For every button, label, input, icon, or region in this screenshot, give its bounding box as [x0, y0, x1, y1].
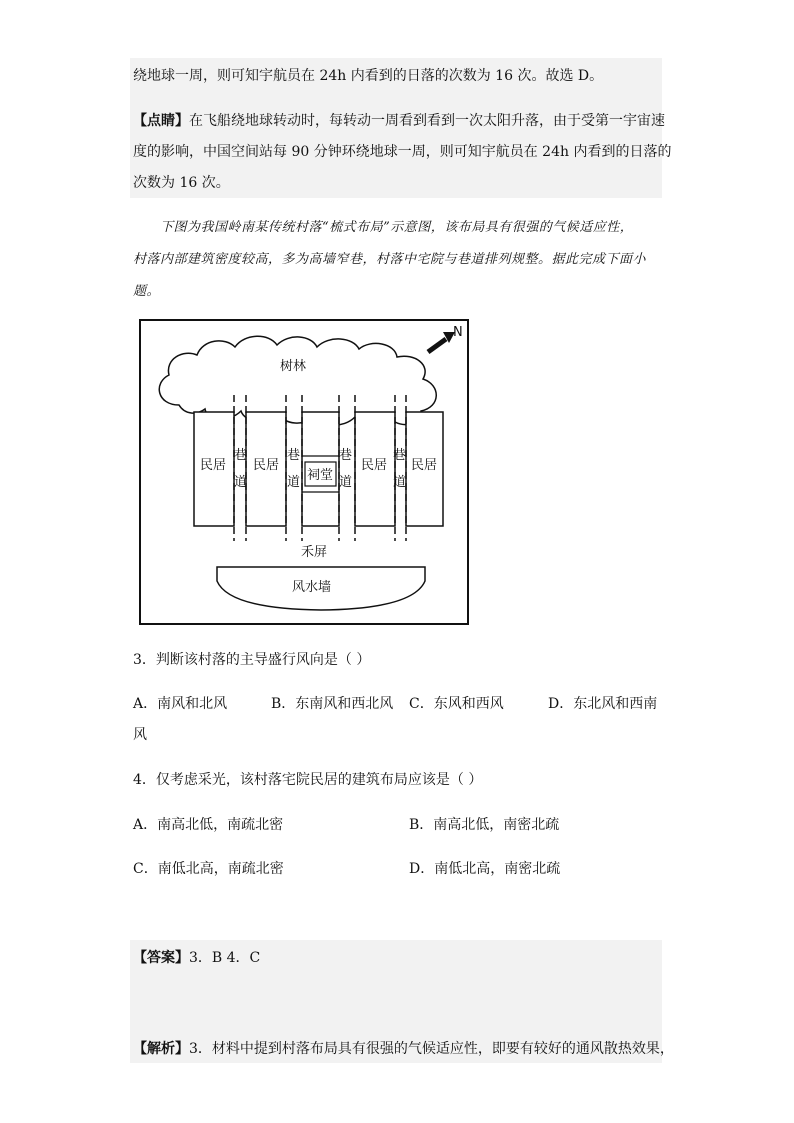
fengshui-wall-label: 风水墙: [292, 580, 332, 595]
q3-option-d-wrap: 风: [133, 727, 147, 743]
intro-line-3: 题。: [133, 284, 161, 299]
point-line-3: 次数为 16 次。: [133, 175, 230, 191]
lane-2-char-1: 巷: [287, 448, 301, 463]
point-line-2: 度的影响，中国空间站每 90 分钟环绕地球一周，则可知宇航员在 24h 内看到的日落的: [133, 144, 672, 160]
analysis-line: [133, 1039, 674, 1059]
forest-label: 树林: [280, 359, 307, 374]
q4-option-b[interactable]: B．南高北低，南密北疏: [409, 817, 560, 833]
threshing-label: 禾屏: [301, 545, 328, 560]
hall-label: 祠堂: [307, 468, 334, 483]
prev-answer-line: 绕地球一周，则可知宇航员在 24h 内看到的日落的次数为 16 次。故选 D。: [133, 68, 604, 84]
intro-line-1: 下图为我国岭南某传统村落“梳式布局”示意图，该布局具有很强的气候适应性，: [160, 220, 634, 235]
house-label-1: 民居: [200, 458, 227, 473]
lane-1-char-2: 道: [234, 475, 248, 490]
point-line-1: [133, 111, 665, 131]
point-text-1: 在飞船绕地球转动时，每转动一周看到看到一次太阳升落，由于受第一宇宙速: [189, 113, 665, 129]
q4-option-c[interactable]: C．南低北高，南疏北密: [133, 861, 284, 877]
analysis-label: 【解析】: [133, 1041, 189, 1057]
q4-option-d[interactable]: D．南低北高，南密北疏: [409, 861, 561, 877]
lane-2-char-2: 道: [287, 475, 301, 490]
q3-option-a[interactable]: A．南风和北风: [133, 696, 228, 712]
house-label-3: 民居: [361, 458, 388, 473]
q3-option-d[interactable]: D．东北风和西南: [548, 696, 658, 712]
intro-line-2: 村落内部建筑密度较高，多为高墙窄巷，村落中宅院与巷道排列规整。据此完成下面小: [133, 252, 647, 267]
q4-option-a[interactable]: A．南高北低，南疏北密: [133, 817, 284, 833]
house-label-2: 民居: [253, 458, 280, 473]
lane-3-char-1: 巷: [339, 448, 353, 463]
lane-3-char-2: 道: [339, 475, 353, 490]
analysis-text: 3．材料中提到村落布局具有很强的气候适应性，即要有较好的通风散热效果，: [189, 1041, 674, 1057]
lane-4-char-2: 道: [393, 475, 407, 490]
answer-label: 【答案】: [133, 950, 189, 966]
question-4-stem: 4．仅考虑采光，该村落宅院民居的建筑布局应该是（ ）: [133, 772, 483, 788]
question-3-stem: 3．判断该村落的主导盛行风向是（ ）: [133, 652, 371, 668]
village-layout-diagram: [139, 319, 469, 625]
north-label: N: [453, 325, 463, 340]
q3-option-c[interactable]: C．东风和西风: [409, 696, 504, 712]
lane-4-char-1: 巷: [393, 448, 407, 463]
lane-1-char-1: 巷: [234, 448, 248, 463]
q3-option-b[interactable]: B．东南风和西北风: [271, 696, 394, 712]
house-label-4: 民居: [411, 458, 438, 473]
answer-text: 3．B 4．C: [189, 950, 261, 966]
point-label: 【点睛】: [133, 113, 189, 129]
answer-line: [133, 948, 260, 968]
